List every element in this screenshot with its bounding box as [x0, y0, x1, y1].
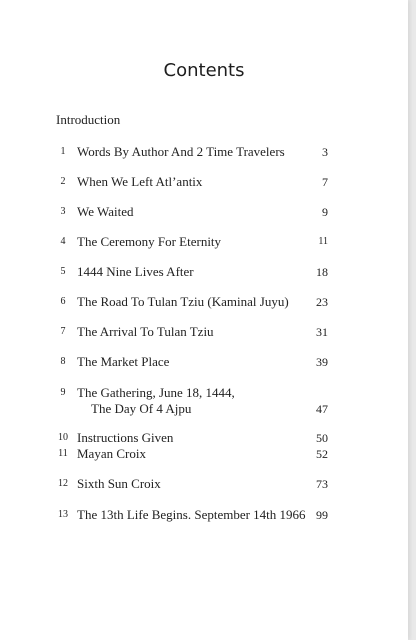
chapter-number: 13	[58, 509, 68, 520]
page-number: 11	[318, 236, 328, 247]
page-number: 39	[316, 355, 328, 369]
page-number: 23	[316, 295, 328, 309]
chapter-number: 10	[58, 432, 68, 443]
chapter-number: 9	[60, 387, 66, 398]
page-number: 9	[322, 205, 328, 219]
page-number: 73	[316, 477, 328, 491]
chapter-number: 8	[60, 356, 66, 367]
page-number: 52	[316, 447, 328, 461]
page-number: 3	[322, 145, 328, 159]
chapter-title: The Road To Tulan Tziu (Kaminal Juyu)	[77, 294, 289, 309]
page-number: 47	[316, 402, 328, 416]
chapter-title-continued: The Day Of 4 Ajpu	[91, 401, 192, 416]
chapter-number: 7	[60, 326, 66, 337]
chapter-number: 11	[58, 448, 68, 459]
chapter-number: 2	[60, 176, 66, 187]
page-number: 50	[316, 431, 328, 445]
chapter-number: 3	[60, 206, 66, 217]
page-number: 99	[316, 508, 328, 522]
toc-introduction: Introduction	[56, 112, 121, 127]
chapter-number: 5	[60, 266, 66, 277]
chapter-title: 1444 Nine Lives After	[77, 264, 194, 279]
chapter-title: The Market Place	[77, 354, 170, 369]
chapter-number: 4	[60, 236, 66, 247]
chapter-title: Mayan Croix	[77, 446, 146, 461]
chapter-title: We Waited	[77, 204, 134, 219]
chapter-title: Sixth Sun Croix	[77, 476, 161, 491]
page-number: 18	[316, 265, 328, 279]
chapter-number: 6	[60, 296, 66, 307]
chapter-title: Words By Author And 2 Time Travelers	[77, 144, 285, 159]
page-number: 7	[322, 175, 328, 189]
page-title: Contents	[163, 60, 245, 81]
page-number: 31	[316, 325, 328, 339]
chapter-title: The Arrival To Tulan Tziu	[77, 324, 214, 339]
chapter-title: When We Left Atl’antix	[77, 174, 203, 189]
chapter-title: Instructions Given	[77, 430, 174, 445]
chapter-title: The Gathering, June 18, 1444,	[77, 385, 235, 400]
chapter-number: 12	[58, 478, 68, 489]
chapter-title: The 13th Life Begins. September 14th 1966	[77, 507, 306, 522]
chapter-number: 1	[60, 146, 66, 157]
chapter-title: The Ceremony For Eternity	[77, 234, 222, 249]
